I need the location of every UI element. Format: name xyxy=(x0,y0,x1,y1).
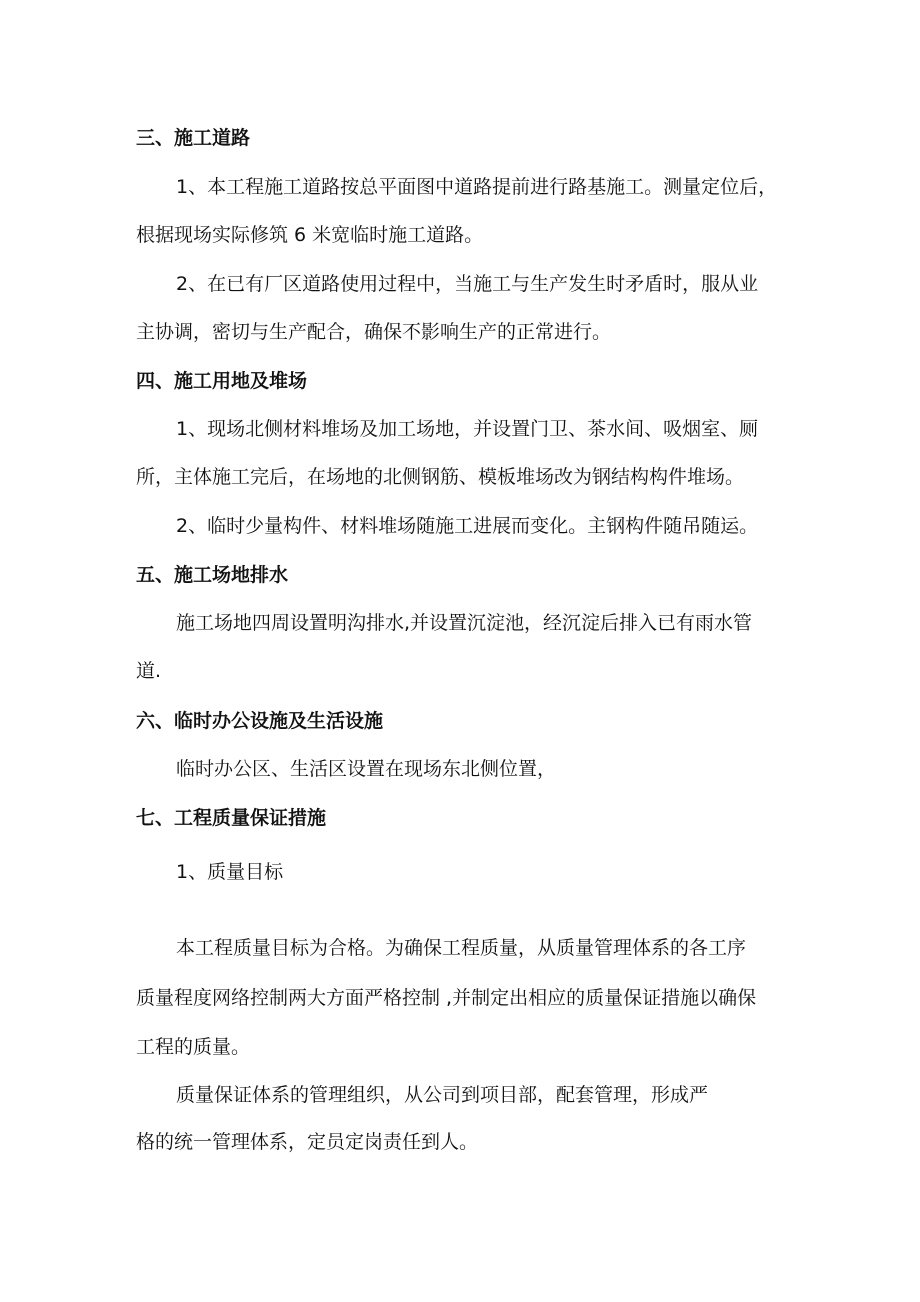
section-7-paragraph-3-line-1: 质量保证体系的管理组织，从公司到项目部，配套管理，形成严 xyxy=(176,1084,709,1106)
section-3-heading: 三、施工道路 xyxy=(136,127,251,149)
section-7-heading: 七、工程质量保证措施 xyxy=(136,807,327,829)
section-6-paragraph-1-line-1: 临时办公区、生活区设置在现场东北侧位置， xyxy=(176,758,557,780)
section-5-paragraph-1-line-2: 道. xyxy=(136,660,162,682)
section-4-paragraph-2-line-1: 2、临时少量构件、材料堆场随施工进展而变化。主钢构件随吊随运。 xyxy=(176,515,759,537)
section-7-paragraph-1-line-1: 1、质量目标 xyxy=(176,861,284,883)
section-6-heading: 六、临时办公设施及生活设施 xyxy=(136,710,384,732)
section-3-paragraph-1-line-1: 1、本工程施工道路按总平面图中道路提前进行路基施工。测量定位后， xyxy=(176,176,778,198)
section-7-paragraph-2-line-2: 质量程度网络控制两大方面严格控制 ,并制定出相应的质量保证措施以确保 xyxy=(136,987,757,1009)
section-4-heading: 四、施工用地及堆场 xyxy=(136,370,308,392)
section-3-paragraph-1-line-2: 根据现场实际修筑 6 米宽临时施工道路。 xyxy=(136,224,484,246)
section-7-paragraph-2-line-3: 工程的质量。 xyxy=(136,1036,251,1058)
section-3-paragraph-2-line-2: 主协调，密切与生产配合，确保不影响生产的正常进行。 xyxy=(136,321,612,343)
section-4-paragraph-1-line-2: 所，主体施工完后，在场地的北侧钢筋、模板堆场改为钢结构构件堆场。 xyxy=(136,466,745,488)
section-4-paragraph-1-line-1: 1、现场北侧材料堆场及加工场地，并设置门卫、茶水间、吸烟室、厕 xyxy=(176,418,759,440)
section-5-heading: 五、施工场地排水 xyxy=(136,564,289,586)
section-7-paragraph-3-line-2: 格的统一管理体系，定员定岗责任到人。 xyxy=(136,1131,479,1153)
section-5-paragraph-1-line-1: 施工场地四周设置明沟排水,并设置沉淀池，经沉淀后排入已有雨水管 xyxy=(176,612,753,634)
section-7-paragraph-2-line-1: 本工程质量目标为合格。为确保工程质量，从质量管理体系的各工序 xyxy=(176,937,747,959)
section-3-paragraph-2-line-1: 2、在已有厂区道路使用过程中，当施工与生产发生时矛盾时，服从业 xyxy=(176,273,759,295)
